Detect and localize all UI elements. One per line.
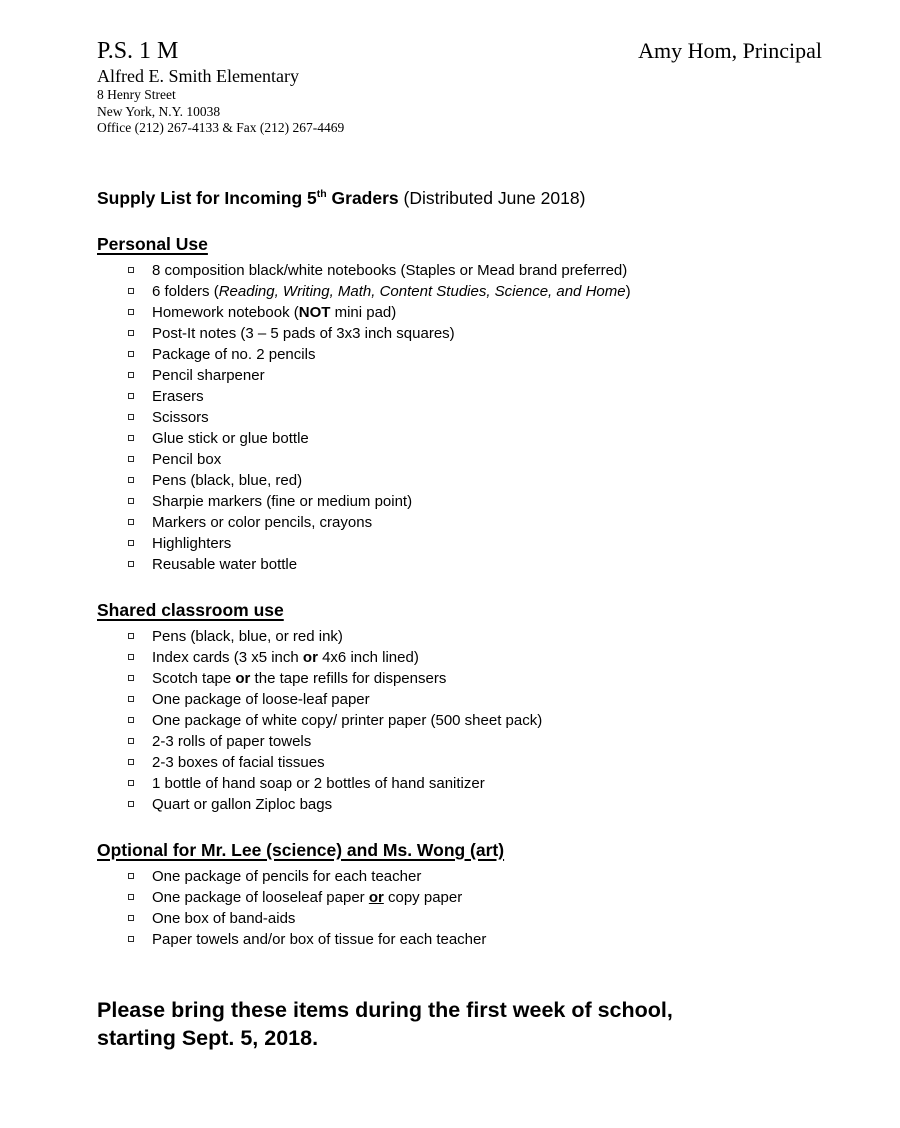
list-item [128,491,822,512]
text-segment: Sharpie markers (fine or medium point) [152,492,413,510]
school-name: Alfred E. Smith Elementary [97,66,299,86]
square-bullet-icon [128,267,134,273]
text-segment: One package of pencils for each teacher [152,867,422,885]
closing-note-line-2: starting Sept. 5, 2018. [97,1025,319,1050]
square-bullet-icon [128,801,134,807]
section-heading-personal-use: Personal Use [97,233,208,254]
list-item-text [152,647,419,668]
list-item-text [152,407,209,428]
square-bullet-icon [128,873,134,879]
text-segment: Erasers [152,387,204,405]
section-shared-classroom-use [97,600,822,815]
text-segment: ) [625,282,631,300]
list-item [128,260,822,281]
text-segment: Reading, Writing, Math, Content Studies, Science, and Home [218,282,626,300]
square-bullet-icon [128,654,134,660]
text-segment: Homework notebook ( [152,303,299,321]
list-item-text [152,689,370,710]
list-item [128,710,822,731]
square-bullet-icon [128,915,134,921]
text-segment: Reusable water bottle [152,555,298,573]
text-segment: th [316,187,327,200]
square-bullet-icon [128,696,134,702]
square-bullet-icon [128,894,134,900]
list-item-text [152,626,343,647]
square-bullet-icon [128,372,134,378]
text-segment: or [368,888,384,906]
section-list-optional-teachers [97,866,822,950]
square-bullet-icon [128,477,134,483]
text-segment: Supply List for Incoming 5 [97,187,317,208]
text-segment: Markers or color pencils, crayons [152,513,373,531]
contact-line: Office (212) 267-4133 & Fax (212) 267-4469 [97,120,345,135]
document-title [97,188,822,209]
text-segment: 2-3 boxes of facial tissues [152,753,325,771]
letterhead-top-row [97,38,822,64]
list-item [128,929,822,950]
square-bullet-icon [128,414,134,420]
list-item [128,689,822,710]
square-bullet-icon [128,435,134,441]
list-item-text [152,428,309,449]
square-bullet-icon [128,456,134,462]
list-item [128,731,822,752]
list-item [128,668,822,689]
list-item [128,887,822,908]
text-segment: Pencil box [152,450,222,468]
list-item [128,512,822,533]
text-segment: One package of loose-leaf paper [152,690,370,708]
square-bullet-icon [128,759,134,765]
text-segment: Paper towels and/or box of tissue for each teacher [152,930,487,948]
square-bullet-icon [128,288,134,294]
sections [97,234,822,950]
square-bullet-icon [128,633,134,639]
text-segment: 6 folders ( [152,282,219,300]
text-segment: (Distributed June 2018) [398,187,586,208]
square-bullet-icon [128,309,134,315]
section-list-personal-use [97,260,822,575]
square-bullet-icon [128,780,134,786]
list-item [128,365,822,386]
list-item-text [152,260,627,281]
text-segment: One package of looseleaf paper [152,888,369,906]
list-item-text [152,929,486,950]
list-item-text [152,386,204,407]
text-segment: Graders [326,187,399,208]
text-segment: 4x6 inch lined) [317,648,419,666]
letterhead [97,38,822,137]
list-item-text [152,773,485,794]
square-bullet-icon [128,330,134,336]
list-item [128,554,822,575]
square-bullet-icon [128,675,134,681]
list-item-text [152,887,462,908]
text-segment: Post-It notes (3 – 5 pads of 3x3 inch squares) [152,324,455,342]
list-item [128,773,822,794]
list-item [128,647,822,668]
text-segment: One package of white copy/ printer paper (500 sheet pack) [152,711,543,729]
text-segment: 8 composition black/white notebooks (Staples or Mead brand preferred) [152,261,628,279]
list-item-text [152,710,542,731]
address-line-1: 8 Henry Street [97,87,176,102]
list-item [128,323,822,344]
section-optional-teachers [97,840,822,950]
list-item [128,470,822,491]
text-segment: Scissors [152,408,209,426]
list-item [128,794,822,815]
list-item-text [152,344,315,365]
text-segment: the tape refills for dispensers [250,669,447,687]
text-segment: One box of band-aids [152,909,296,927]
list-item-text [152,908,295,929]
text-segment: Quart or gallon Ziploc bags [152,795,333,813]
square-bullet-icon [128,717,134,723]
text-segment: mini pad) [330,303,397,321]
list-item-text [152,794,332,815]
text-segment: 1 bottle of hand soap or 2 bottles of hand sanitizer [152,774,485,792]
list-item-text [152,752,325,773]
list-item-text [152,491,412,512]
list-item-text [152,323,455,344]
text-segment: Pencil sharpener [152,366,265,384]
list-item [128,533,822,554]
list-item [128,428,822,449]
section-list-shared-classroom-use [97,626,822,815]
square-bullet-icon [128,936,134,942]
principal-name: Amy Hom, Principal [638,38,822,63]
list-item-text [152,533,231,554]
school-code: P.S. 1 M [97,38,179,64]
text-segment: Glue stick or glue bottle [152,429,309,447]
list-item-text [152,449,221,470]
section-personal-use [97,234,822,575]
section-heading-shared-classroom-use: Shared classroom use [97,599,284,620]
list-item [128,386,822,407]
section-heading-optional-teachers: Optional for Mr. Lee (science) and Ms. Wong (art) [97,839,505,860]
list-item [128,407,822,428]
square-bullet-icon [128,561,134,567]
square-bullet-icon [128,738,134,744]
closing-note-line-1: Please bring these items during the first week of school, [97,997,673,1022]
list-item [128,449,822,470]
list-item [128,344,822,365]
list-item [128,281,822,302]
text-segment: NOT [298,303,331,321]
list-item-text [152,281,631,302]
square-bullet-icon [128,393,134,399]
list-item [128,626,822,647]
list-item [128,302,822,323]
list-item-text [152,731,311,752]
square-bullet-icon [128,540,134,546]
text-segment: or [302,648,318,666]
square-bullet-icon [128,351,134,357]
text-segment: copy paper [383,888,463,906]
text-segment: Scotch tape [152,669,236,687]
list-item-text [152,554,297,575]
list-item [128,752,822,773]
list-item [128,866,822,887]
list-item-text [152,866,421,887]
text-segment: Package of no. 2 pencils [152,345,316,363]
list-item-text [152,512,372,533]
text-segment: 2-3 rolls of paper towels [152,732,312,750]
list-item-text [152,365,265,386]
list-item-text [152,470,302,491]
text-segment: Index cards (3 x5 inch [152,648,303,666]
square-bullet-icon [128,498,134,504]
list-item-text [152,302,396,323]
square-bullet-icon [128,519,134,525]
text-segment: Highlighters [152,534,232,552]
text-segment: or [235,669,251,687]
address-line-2: New York, N.Y. 10038 [97,103,221,119]
text-segment: Pens (black, blue, or red ink) [152,627,343,645]
list-item [128,908,822,929]
text-segment: Pens (black, blue, red) [152,471,303,489]
list-item-text [152,668,446,689]
closing-note [97,996,822,1052]
